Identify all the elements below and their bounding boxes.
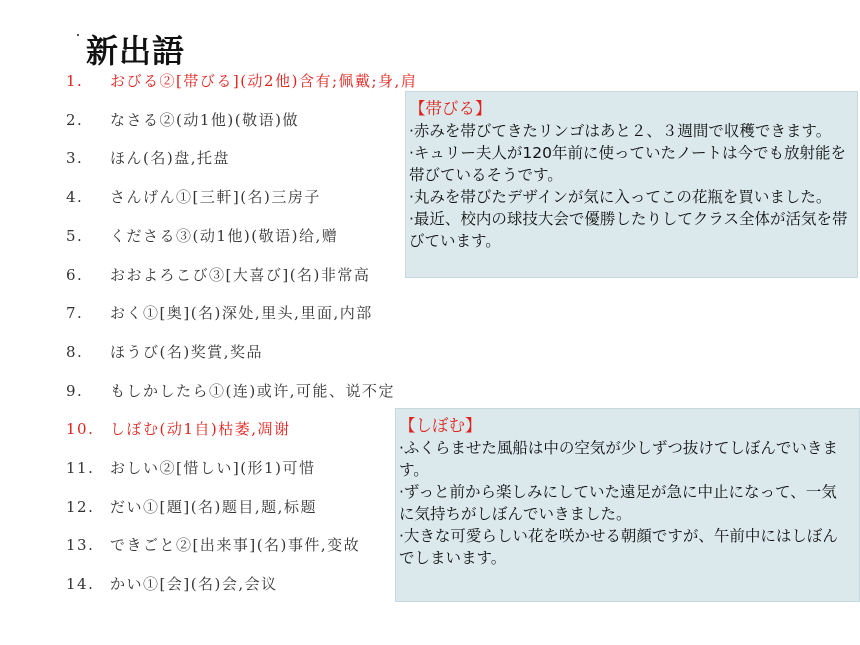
vocabulary-number: 9. <box>66 381 84 400</box>
vocabulary-number: 13. <box>66 536 95 555</box>
vocabulary-number: 4. <box>66 188 84 207</box>
vocabulary-text: ほん(名)盘,托盘 <box>110 149 230 168</box>
slide-title: 新出語 <box>86 32 186 70</box>
vocabulary-text: しぼむ(动1自)枯萎,凋谢 <box>110 420 291 439</box>
example-sentence: ·ふくらませた風船は中の空気が少しずつ抜けてしぼんでいきます。 <box>399 439 838 479</box>
vocabulary-text: かい①[会](名)会,会议 <box>110 575 278 594</box>
vocabulary-text: だい①[題](名)题目,题,标题 <box>110 497 317 516</box>
vocabulary-text: もしかしたら①(连)或许,可能、说不定 <box>110 381 395 400</box>
vocabulary-item <box>66 418 291 439</box>
vocabulary-item <box>66 534 360 555</box>
vocabulary-number: 14. <box>66 575 95 594</box>
example-sentence: ·大きな可愛らしい花を咲かせる朝顔ですが、午前中にはしぼんでしまいます。 <box>399 527 838 567</box>
vocabulary-item <box>66 380 395 401</box>
vocabulary-number: 3. <box>66 149 84 168</box>
vocabulary-item <box>66 70 417 91</box>
vocabulary-text: さんげん①[三軒](名)三房子 <box>110 188 321 207</box>
vocabulary-text: ほうび(名)奖賞,奖品 <box>110 342 263 361</box>
vocabulary-text: できごと②[出来事](名)事件,变故 <box>110 536 361 555</box>
vocabulary-text: おおよろこび③[大喜び](名)非常高 <box>110 265 371 284</box>
vocabulary-text: なさる②(动1他)(敬语)做 <box>110 110 299 129</box>
vocabulary-number: 12. <box>66 497 95 516</box>
vocabulary-item <box>66 341 263 362</box>
vocabulary-item <box>66 225 338 246</box>
example-sentence: ·最近、校内の球技大会で優勝したりしてクラス全体が活気を帯びています。 <box>409 210 848 250</box>
example-box-title: 【しぼむ】 <box>399 416 482 435</box>
example-box-shibomu <box>395 408 860 602</box>
example-box-obiru <box>405 91 858 278</box>
vocabulary-text: くださる③(动1他)(敬语)给,赠 <box>110 226 339 245</box>
vocabulary-number: 2. <box>66 110 84 129</box>
vocabulary-item <box>66 496 317 517</box>
example-sentence: ·丸みを帯びたデザインが気に入ってこの花瓶を買いました。 <box>409 188 832 206</box>
vocabulary-item <box>66 302 373 323</box>
title-bullet-dot <box>77 34 79 36</box>
vocabulary-item <box>66 147 230 168</box>
vocabulary-number: 5. <box>66 226 84 245</box>
vocabulary-text: おしい②[惜しい](形1)可惜 <box>110 459 316 477</box>
example-sentence: ·赤みを帯びてきたリンゴはあと２、３週間で収穫できます。 <box>409 122 832 140</box>
vocabulary-number: 7. <box>66 304 84 323</box>
vocabulary-number: 1. <box>66 72 84 90</box>
vocabulary-item <box>66 109 299 130</box>
example-sentence: ·ずっと前から楽しみにしていた遠足が急に中止になって、一気に気持ちがしぼんでいきました。 <box>399 483 837 523</box>
vocabulary-text: おびる②[帯びる](动2他)含有;佩戴;身,肩 <box>110 72 418 90</box>
example-box-title: 【帯びる】 <box>409 99 492 118</box>
vocabulary-number: 6. <box>66 265 84 284</box>
vocabulary-item <box>66 186 321 207</box>
vocabulary-text: おく①[奥](名)深处,里头,里面,内部 <box>110 304 373 323</box>
vocabulary-number: 8. <box>66 342 84 361</box>
vocabulary-number: 11. <box>66 459 95 477</box>
vocabulary-item <box>66 573 278 594</box>
vocabulary-item <box>66 264 370 285</box>
vocabulary-item <box>66 457 315 478</box>
example-sentence: ·キュリー夫人が120年前に使っていたノートは今でも放射能を帯びているそうです。 <box>409 144 847 184</box>
vocabulary-number: 10. <box>66 420 95 439</box>
